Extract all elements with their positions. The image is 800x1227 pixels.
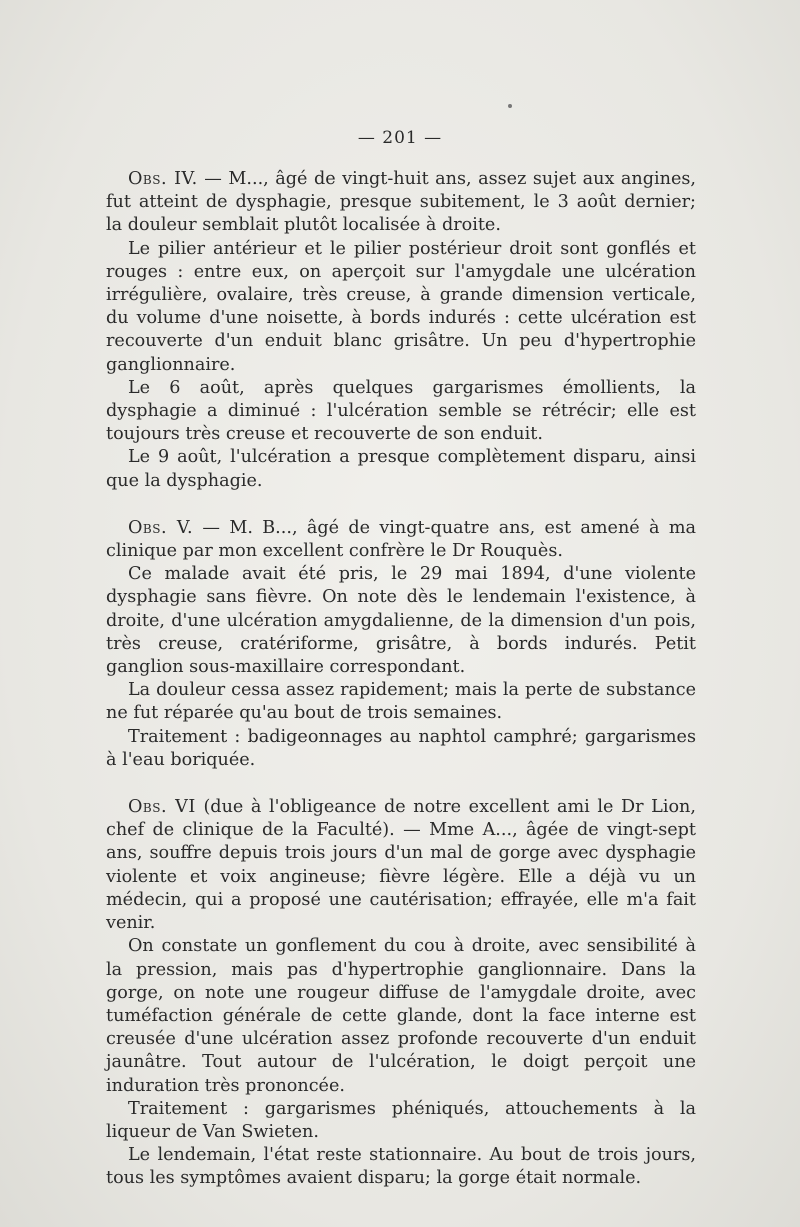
obs-heading: Obs. IV. xyxy=(128,169,198,189)
paragraph-text: — M. B..., âgé de vingt-quatre ans, est amené à ma clinique par mon excellent confrère le Dr Rouquès. xyxy=(106,517,696,562)
paragraph: Le lendemain, l'état reste stationnaire. Au bout de trois jours, tous les symptômes avaient disparu; la gorge était normale. xyxy=(106,1145,696,1189)
paragraph: Le 6 août, après quelques gargarismes émollients, la dysphagie a diminué : l'ulcération semble se rétrécir; elle est toujours très creuse et recouverte de son enduit. xyxy=(106,377,696,445)
paragraph: Traitement : gargarismes phéniqués, attouchements à la liqueur de Van Swieten. xyxy=(106,1098,696,1142)
paragraph-obs-4 xyxy=(106,168,696,238)
ink-speck xyxy=(508,104,512,108)
paragraph-text: — M..., âgé de vingt-huit ans, assez sujet aux angines, fut atteint de dysphagie, presque subitement, le 3 août dernier; la douleur semblait plutôt localisée à droite. xyxy=(106,169,697,236)
page-number: — 201 — xyxy=(357,128,443,148)
paragraph: Le 9 août, l'ulcération a presque complètement disparu, ainsi que la dysphagie. xyxy=(106,447,696,491)
paragraph: Ce malade avait été pris, le 29 mai 1894, d'une violente dysphagie sans fièvre. On note dès le lendemain l'existence, à droite, d'une ulcération amygdalienne, de la dimension d'un pois, très creuse, cratériforme, grisâtre, à bords indurés. Petit ganglion sous-maxillaire correspondant. xyxy=(106,564,696,678)
paragraph-obs-5 xyxy=(106,517,696,563)
paragraph-text: (due à l'obligeance de notre excellent ami le Dr Lion, chef de clinique de la Faculté). — Mme A..., âgée de vingt-sept ans, souffre depuis trois jours d'un mal de gorge avec dysphagie violente et voix angineuse; fièvre légère. Elle a déjà vu un médecin, qui a proposé une cautérisation; effrayée, elle m'a fait venir. xyxy=(106,797,696,934)
paragraph-obs-6 xyxy=(106,796,696,935)
paragraph: On constate un gonflement du cou à droite, avec sensibilité à la pression, mais pas d'hypertrophie ganglionnaire. Dans la gorge, on note une rougeur diffuse de l'amygdale droite, avec tuméfaction générale de cette glande, dont la face interne est creusée d'une ulcération assez profonde recouverte d'un enduit jaunâtre. Tout autour de l'ulcération, le doigt perçoit une induration très prononcée. xyxy=(106,936,696,1096)
paragraph: La douleur cessa assez rapidement; mais la perte de substance ne fut réparée qu'au bout de trois semaines. xyxy=(106,680,696,724)
obs-heading: Obs. VI xyxy=(128,797,196,818)
paragraph: Traitement : badigeonnages au naphtol camphré; gargarismes à l'eau boriquée. xyxy=(106,726,696,770)
body-text xyxy=(106,168,696,1191)
obs-heading: Obs. V. xyxy=(128,517,194,538)
paragraph: Le pilier antérieur et le pilier postérieur droit sont gonflés et rouges : entre eux, on aperçoit sur l'amygdale une ulcération irrégulière, ovalaire, très creuse, à grande dimension verticale, du volume d'une noisette, à bords indurés : cette ulcération est recouverte d'un enduit blanc grisâtre. Un peu d'hypertrophie ganglionnaire. xyxy=(106,238,696,375)
